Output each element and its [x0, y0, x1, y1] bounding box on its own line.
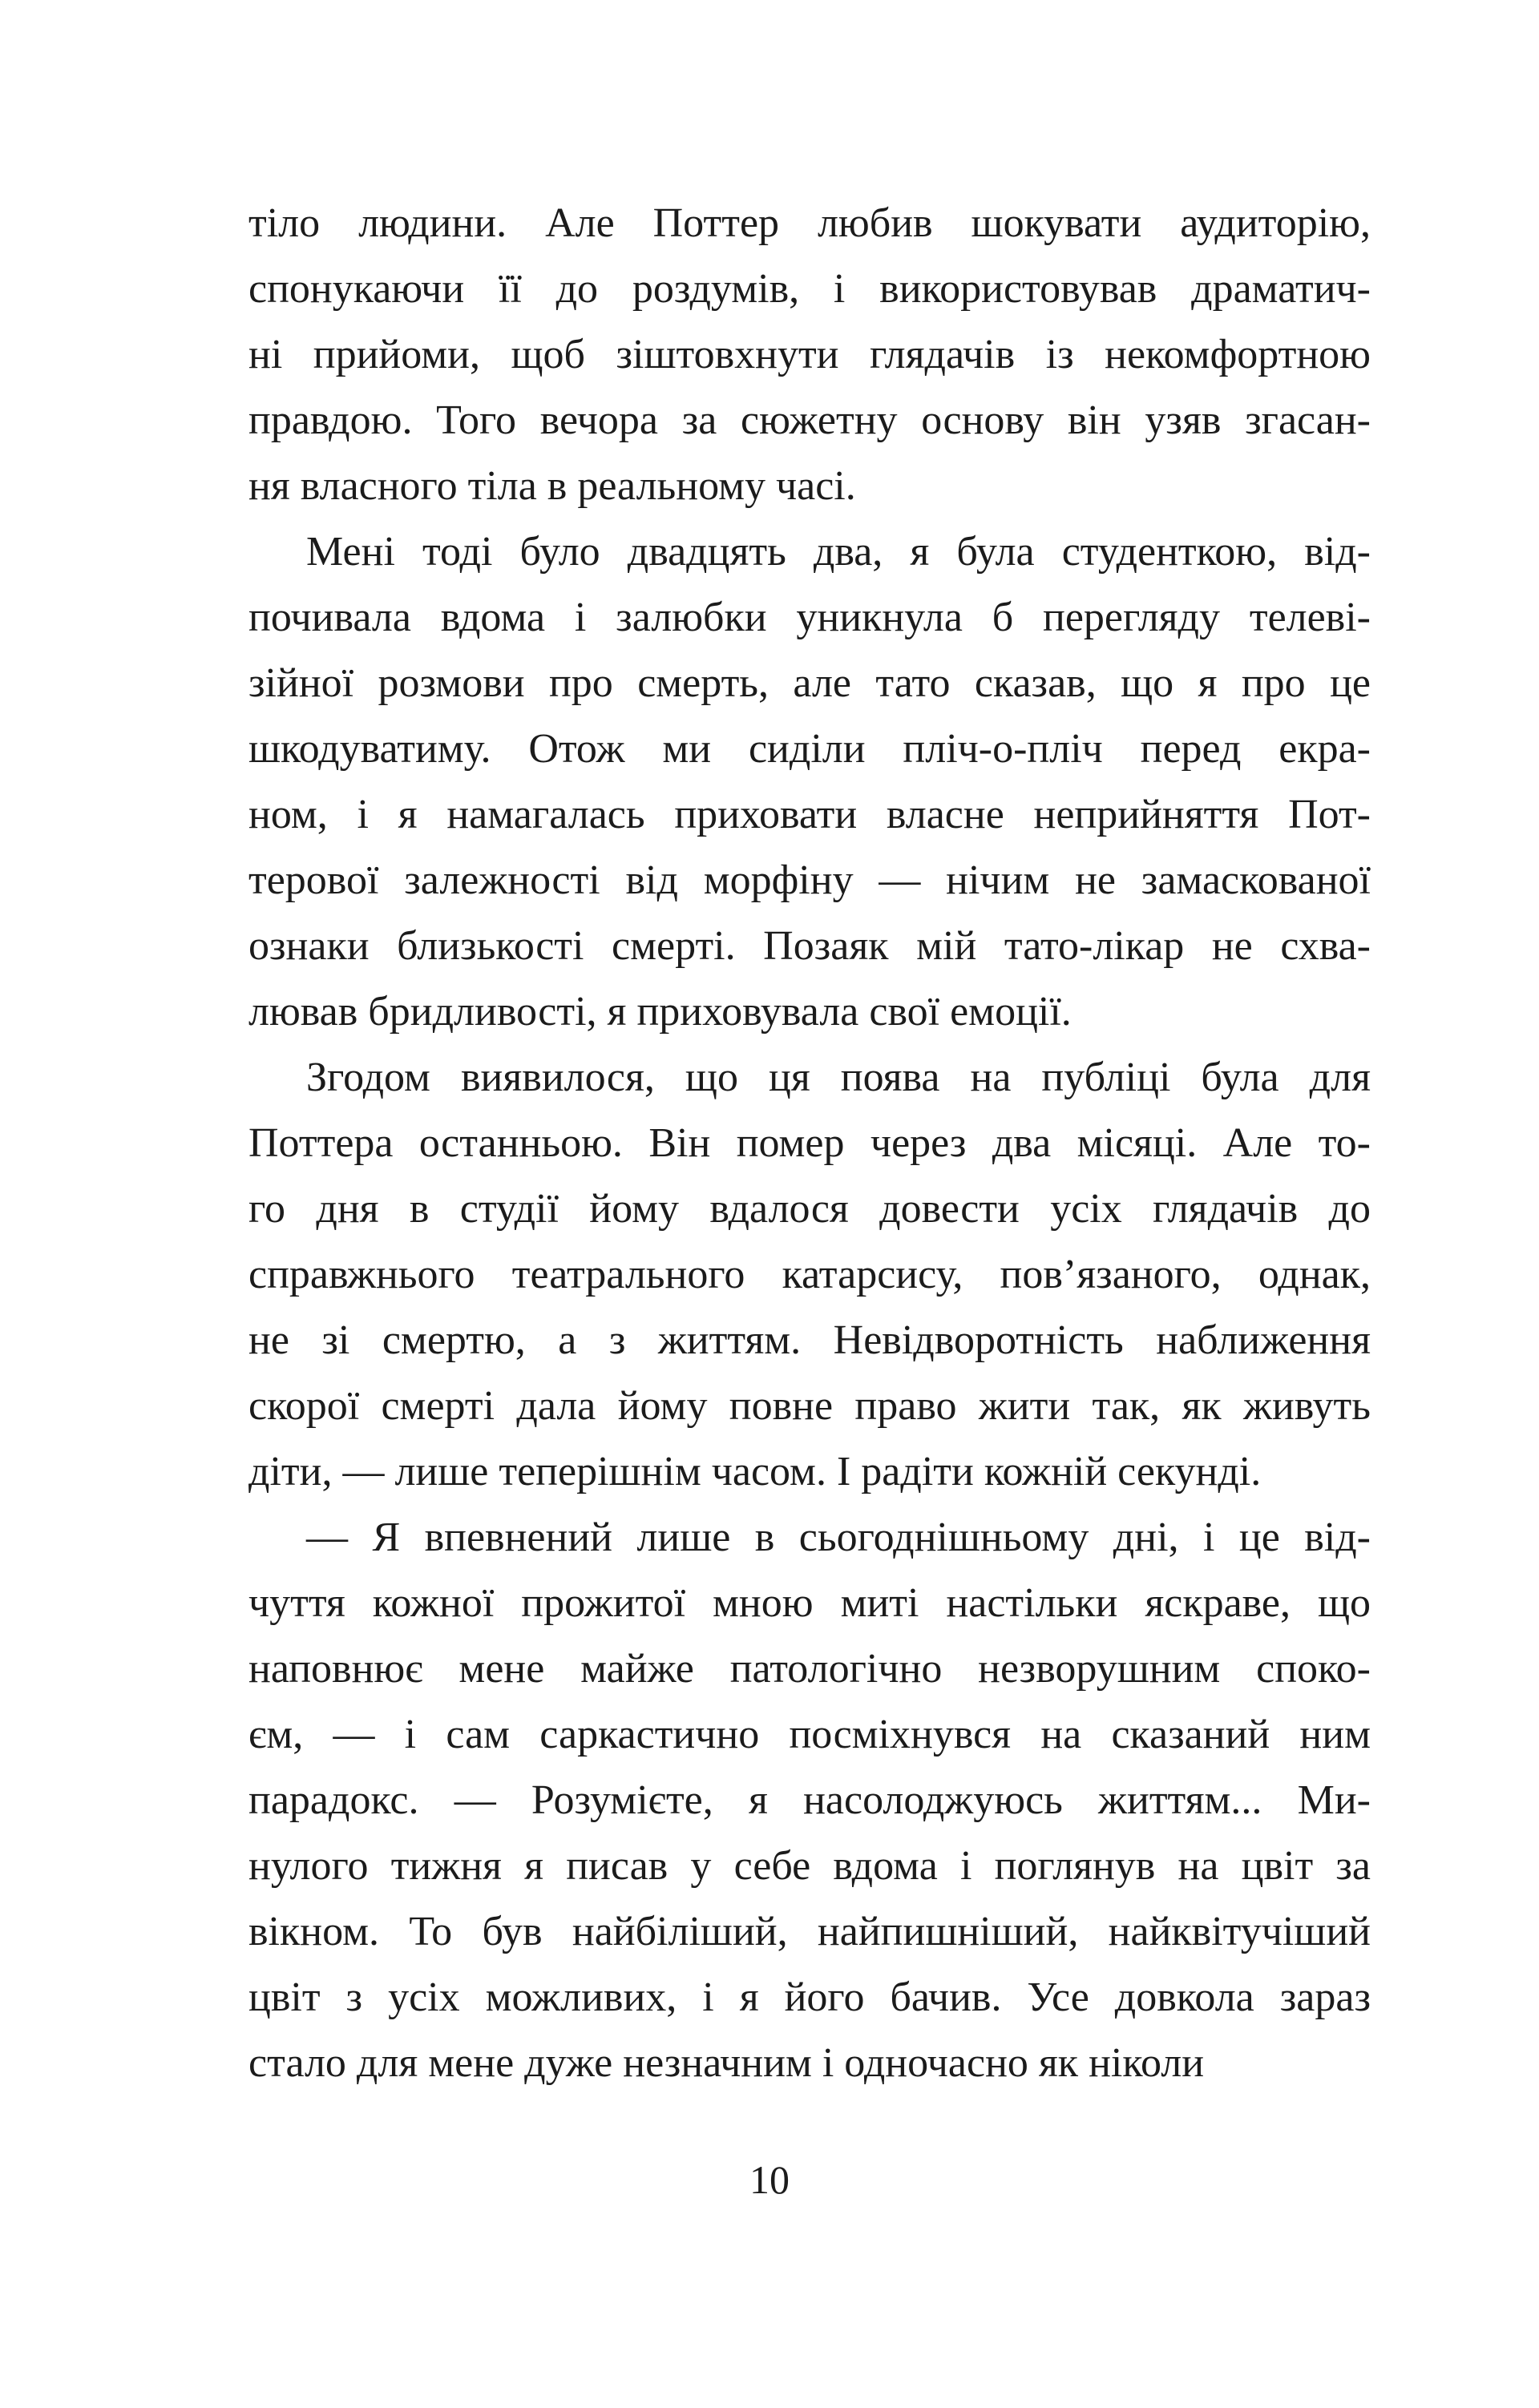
text-line: — Я впевнений лише в сьогоднішньому дні, і це від- — [306, 1515, 1371, 1560]
paragraph — [248, 519, 1371, 1045]
text-line: стало для мене дуже незначним і одночасно як ніколи — [248, 2040, 1205, 2086]
paragraph — [248, 1045, 1371, 1505]
text-line: Мені тоді було двадцять два, я була студенткою, від- — [306, 529, 1371, 575]
text-line: ном, і я намагалась приховати власне неприйняття Пот- — [248, 792, 1371, 837]
page-number: 10 — [749, 2157, 790, 2202]
text-line: справжнього театрального катарсису, пов’язаного, однак, — [248, 1252, 1371, 1297]
text-line: спонукаючи її до роздумів, і використовував драматич- — [248, 266, 1371, 312]
text-line: ня власного тіла в реальному часі. — [248, 463, 856, 509]
text-line: вікном. То був найбіліший, найпишніший, найквітучіший — [248, 1909, 1371, 1954]
text-line: наповнює мене майже патологічно незворушним споко- — [248, 1646, 1371, 1692]
text-line: го дня в студії йому вдалося довести усіх глядачів до — [248, 1186, 1371, 1232]
paragraph — [248, 191, 1371, 519]
paragraph — [248, 1505, 1371, 2096]
text-line: скорої смерті дала йому повне право жити так, як живуть — [248, 1383, 1371, 1429]
text-line: діти, — лише теперішнім часом. І радіти кожній секунді. — [248, 1449, 1262, 1494]
text-line: парадокс. — Розумієте, я насолоджуюсь життям... Ми- — [248, 1777, 1371, 1823]
text-line: єм, — і сам саркастично посміхнувся на сказаний ним — [248, 1712, 1371, 1757]
text-line: Поттера останньою. Він помер через два місяці. Але то- — [248, 1120, 1371, 1166]
text-line: не зі смертю, а з життям. Невідворотність наближення — [248, 1317, 1371, 1363]
page-text — [248, 191, 1371, 2096]
text-line: ознаки близькості смерті. Позаяк мій тато-лікар не схва- — [248, 923, 1371, 969]
text-line: почивала вдома і залюбки уникнула б перегляду телеві- — [248, 595, 1371, 640]
text-line: Згодом виявилося, що ця поява на публіці була для — [306, 1055, 1371, 1100]
text-line: лював бридливості, я приховувала свої емоції. — [248, 989, 1072, 1035]
text-line: цвіт з усіх можливих, і я його бачив. Усе довкола зараз — [248, 1974, 1371, 2020]
text-line: нулого тижня я писав у себе вдома і поглянув на цвіт за — [248, 1843, 1371, 1889]
text-line: правдою. Того вечора за сюжетну основу він узяв згасан- — [248, 397, 1371, 443]
text-line: ні прийоми, щоб зіштовхнути глядачів із некомфортною — [248, 332, 1371, 377]
text-line: терової залежності від морфіну — нічим не замаскованої — [248, 857, 1371, 903]
text-line: чуття кожної прожитої мною миті настільки яскраве, що — [248, 1580, 1371, 1626]
text-line: тіло людини. Але Поттер любив шокувати аудиторію, — [248, 200, 1371, 246]
text-line: шкодуватиму. Отож ми сиділи пліч-о-пліч перед екра- — [248, 726, 1371, 772]
text-line: зійної розмови про смерть, але тато сказав, що я про це — [248, 660, 1371, 706]
